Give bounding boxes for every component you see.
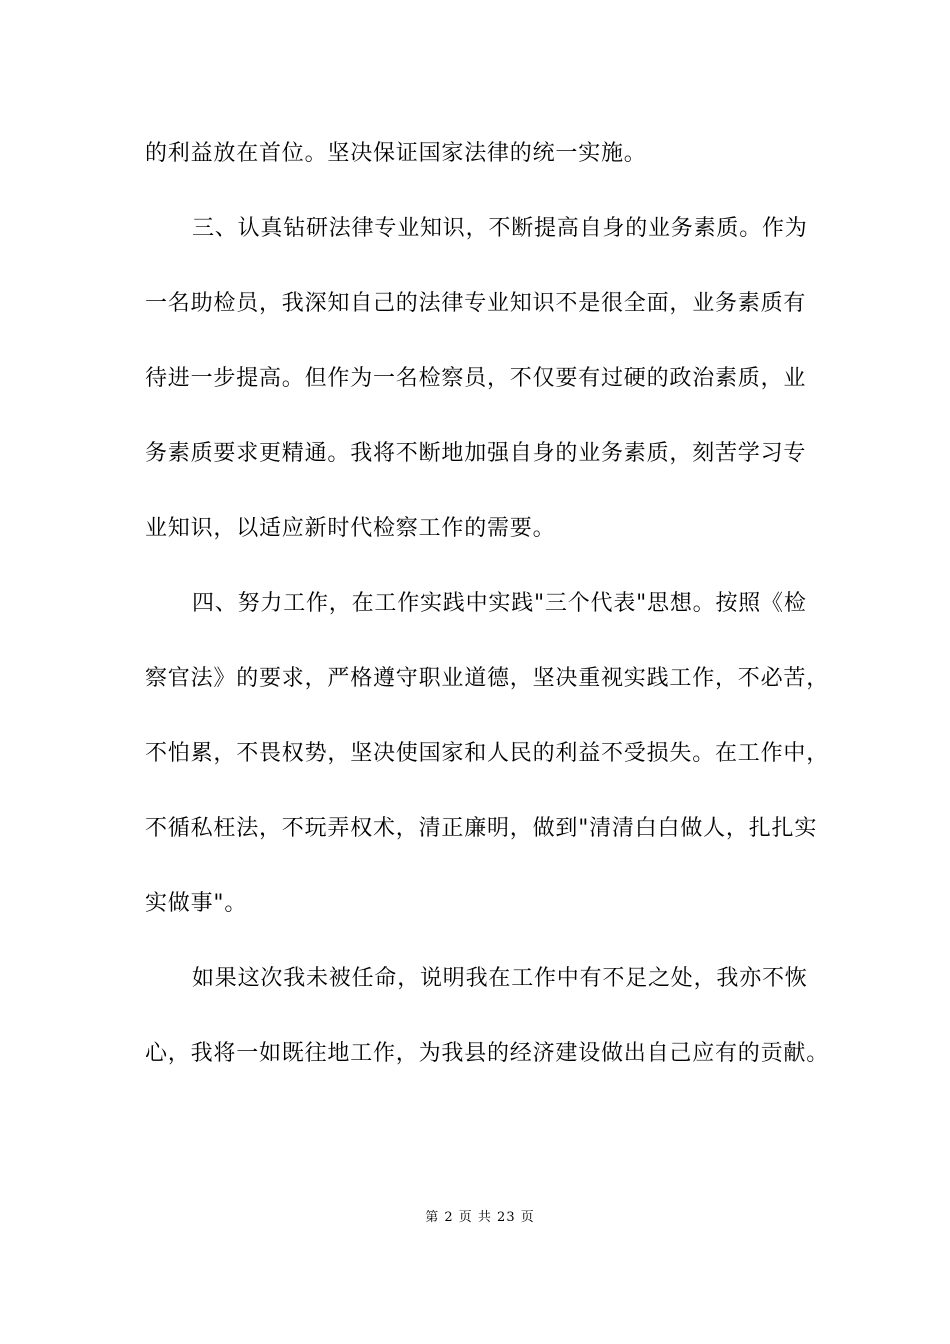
text-line: 察官法》的要求，严格遵守职业道德，坚决重视实践工作，不必苦， [145,666,830,691]
text-line: 不怕累，不畏权势，坚决使国家和人民的利益不受损失。在工作中， [145,741,830,766]
text-line: 业知识，以适应新时代检察工作的需要。 [145,516,556,541]
text-line: 务素质要求更精通。我将不断地加强自身的业务素质，刻苦学习专 [145,441,807,466]
text-line: 的利益放在首位。坚决保证国家法律的统一实施。 [145,141,647,166]
paragraph-start-line: 三、认真钻研法律专业知识，不断提高自身的业务素质。作为 [192,216,808,241]
paragraph-start-line: 如果这次我未被任命，说明我在工作中有不足之处，我亦不恢 [192,966,808,991]
page-number-footer: 第 2 页 共 23 页 [425,1210,535,1225]
paragraph-start-line: 四、努力工作，在工作实践中实践"三个代表"思想。按照《检 [192,591,807,616]
text-line: 心，我将一如既往地工作，为我县的经济建设做出自己应有的贡献。 [145,1041,830,1066]
text-line: 待进一步提高。但作为一名检察员，不仅要有过硬的政治素质，业 [145,366,807,391]
text-line: 不循私枉法，不玩弄权术，清正廉明，做到"清清白白做人，扎扎实 [145,816,818,841]
text-line: 实做事"。 [145,891,248,916]
text-line: 一名助检员，我深知自己的法律专业知识不是很全面，业务素质有 [145,291,807,316]
